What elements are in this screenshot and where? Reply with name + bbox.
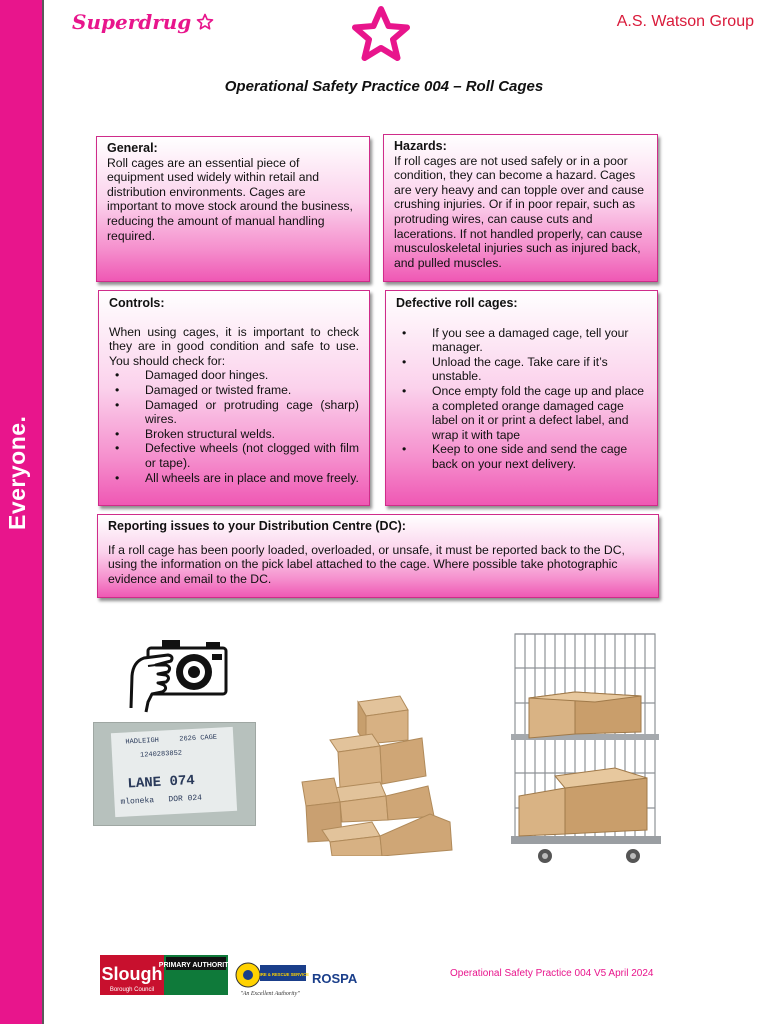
sidebar-edge bbox=[42, 0, 44, 1024]
list-item: • Unload the cage. Take care if it’s unstable. bbox=[396, 355, 647, 384]
brand-name: Superdrug bbox=[72, 10, 192, 34]
hazards-heading: Hazards: bbox=[394, 139, 447, 153]
document-reference: Operational Safety Practice 004 V5 April 2024 bbox=[450, 968, 654, 979]
label-barcode: 1240283852 bbox=[139, 749, 183, 760]
label-store: HADLEIGH bbox=[125, 736, 160, 747]
pick-label bbox=[111, 727, 237, 817]
defective-list bbox=[396, 326, 647, 472]
fire-service-logo: FIRE & RESCUE SERVICE bbox=[257, 972, 309, 977]
list-item: • If you see a damaged cage, tell your manager. bbox=[396, 326, 647, 355]
controls-list bbox=[109, 368, 359, 485]
boxes-photo bbox=[300, 690, 460, 856]
label-cage: 2626 CAGE bbox=[179, 733, 218, 744]
list-item: • Keep to one side and send the cage back on your next delivery. bbox=[396, 442, 647, 471]
list-item: • Damaged or protruding cage (sharp) wires. bbox=[109, 398, 359, 427]
list-item: • Damaged or twisted frame. bbox=[109, 383, 359, 398]
footer-logos bbox=[100, 955, 370, 1005]
rospa-logo: ROSPA bbox=[312, 971, 358, 986]
list-item: • Once empty fold the cage up and place a completed orange damaged cage label on it or print a defect label, and wrap it with tape bbox=[396, 384, 647, 442]
sidebar-tagline: Everyone. bbox=[4, 415, 30, 530]
reporting-body: If a roll cage has been poorly loaded, overloaded, or unsafe, it must be reported back to the DC, using the information on the pick label attached to the cage. Where possible take photographic evidence and email to the DC. bbox=[108, 542, 625, 586]
controls-section bbox=[98, 290, 370, 506]
general-section bbox=[96, 136, 370, 282]
partner-logos bbox=[100, 955, 370, 1000]
slough-sub: Borough Council bbox=[109, 987, 155, 993]
slough-logo: Slough bbox=[101, 964, 163, 984]
list-item: • Damaged door hinges. bbox=[109, 368, 359, 383]
list-item: • All wheels are in place and move freely. bbox=[109, 471, 359, 486]
label-picker: mloneka bbox=[120, 796, 155, 807]
page-title: Operational Safety Practice 004 – Roll Cages bbox=[224, 78, 544, 95]
hazards-body: If roll cages are not used safely or in a poor condition, they can become a hazard. Cages are very heavy and can topple over and cause crushing injuries. Or if in poor repair, such as protruding wires, can cause cuts and lacerations. If not handled properly, can cause musculoskeletal injuries such as injured back, and pulled muscles. bbox=[394, 153, 645, 270]
reporting-section bbox=[97, 514, 659, 598]
superdrug-logo bbox=[72, 10, 214, 34]
list-item: • Broken structural welds. bbox=[109, 427, 359, 442]
label-lane: LANE 074 bbox=[127, 772, 196, 793]
sidebar-band bbox=[0, 0, 42, 1024]
list-item: • Defective wheels (not clogged with film or tape). bbox=[109, 441, 359, 470]
brand-star-icon bbox=[196, 13, 214, 31]
superdrug-star-icon bbox=[348, 4, 414, 66]
pick-label-photo bbox=[93, 722, 256, 826]
primary-authority-logo: PRIMARY AUTHORITY bbox=[158, 962, 234, 969]
fire-tagline: "An Excellent Authority" bbox=[240, 991, 300, 997]
hazards-section bbox=[383, 134, 658, 282]
controls-intro: When using cages, it is important to check they are in good condition and safe to use. You should check for: bbox=[109, 324, 359, 368]
general-heading: General: bbox=[107, 141, 158, 155]
defective-heading: Defective roll cages: bbox=[396, 296, 518, 310]
roll-cage-photo bbox=[505, 628, 670, 870]
defective-section bbox=[385, 290, 658, 506]
controls-heading: Controls: bbox=[109, 296, 165, 310]
label-door: DOR 024 bbox=[168, 793, 203, 805]
camera-icon bbox=[128, 632, 232, 714]
reporting-heading: Reporting issues to your Distribution Centre (DC): bbox=[108, 519, 406, 533]
general-body: Roll cages are an essential piece of equipment used widely within retail and distribution environments. Cages are important to move stock around the business, reducing the amount of manual handling required. bbox=[107, 155, 353, 243]
group-name: A.S. Watson Group bbox=[616, 13, 754, 30]
